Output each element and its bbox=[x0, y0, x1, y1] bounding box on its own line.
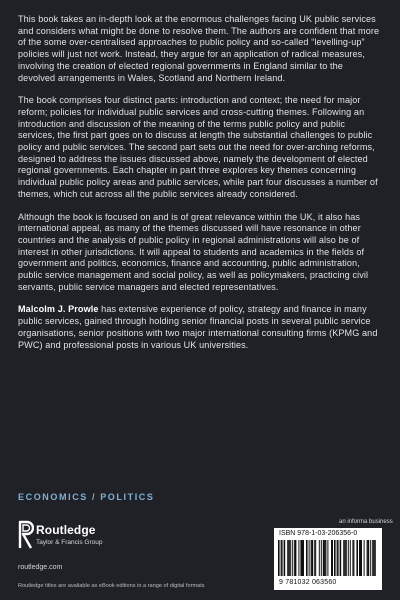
barcode-bar bbox=[288, 540, 289, 576]
author-bio bbox=[18, 304, 382, 351]
barcode-bar bbox=[287, 540, 288, 576]
barcode-bar bbox=[368, 540, 370, 576]
barcode-bar bbox=[361, 540, 362, 576]
barcode-bar bbox=[375, 540, 376, 576]
barcode-bar bbox=[353, 540, 354, 576]
barcode-bar bbox=[311, 540, 312, 576]
barcode-bar bbox=[302, 540, 303, 576]
barcode-bar bbox=[367, 540, 368, 576]
barcode-bar bbox=[340, 540, 342, 576]
barcode-bar bbox=[334, 540, 336, 576]
barcode-bar bbox=[321, 540, 322, 576]
publisher-logo bbox=[18, 520, 138, 555]
barcode-bar bbox=[284, 540, 286, 576]
barcode-bar bbox=[356, 540, 358, 576]
barcode-bar bbox=[344, 540, 345, 576]
barcode-bar bbox=[314, 540, 315, 576]
publisher-url: routledge.com bbox=[18, 564, 63, 571]
barcode-bar bbox=[364, 540, 365, 576]
barcode-bar bbox=[373, 540, 375, 576]
publisher-group: Taylor & Francis Group bbox=[36, 539, 103, 546]
barcode-bar bbox=[292, 540, 293, 576]
barcode-bar bbox=[294, 540, 295, 576]
barcode-bar bbox=[324, 540, 325, 576]
barcode-bar bbox=[298, 540, 299, 576]
blurb-paragraph-2: The book comprises four distinct parts: introduction and context; the need for major reform; policies for individual public services and cross-cutting themes. Following an introduction and discussion of the meaning of the terms public policy and public services, the first part goes on to discuss at length the substantial challenges to public policy and public services. The second part sets out the need for over-arching reforms, designed to address the issues discussed above, namely the development of elected regional governments. Each chapter in part three explores key themes concerning individual public policy areas and public services, while part four discusses a number of themes, which cut across all the public services already considered. bbox=[18, 95, 378, 199]
barcode-bar bbox=[327, 540, 328, 576]
barcode-bar bbox=[325, 540, 326, 576]
barcode-bar bbox=[319, 540, 320, 576]
blurb-paragraph-3: Although the book is focused on and is of great relevance within the UK, it also has international appeal, as many of the themes discussed will have resonance in other countries and the analysis of public policy in regional administrations will also be of interest in other jurisdictions. It will appeal to students and academics in the fields of government and politics, economics, finance and accounting, public administration, public service management and social policy, as well as policymakers, practicing civil servants, public service managers and elected representatives. bbox=[18, 211, 369, 292]
barcode-bar bbox=[295, 540, 297, 576]
barcode-bar bbox=[309, 540, 310, 576]
ean-barcode-icon bbox=[278, 540, 376, 576]
barcode-bar bbox=[289, 540, 291, 576]
barcode-bar bbox=[281, 540, 282, 576]
isbn-text: ISBN 978-1-03-206356-0 bbox=[279, 530, 358, 537]
barcode-bar bbox=[359, 540, 360, 576]
barcode-bar bbox=[348, 540, 349, 576]
barcode-bar bbox=[345, 540, 347, 576]
routledge-r-logo-icon bbox=[18, 520, 34, 550]
barcode-bar bbox=[337, 540, 338, 576]
barcode-bar bbox=[352, 540, 353, 576]
barcode-bar bbox=[278, 540, 280, 576]
barcode-bar bbox=[303, 540, 304, 576]
subject-category: ECONOMICS / POLITICS bbox=[18, 492, 155, 502]
barcode-bar bbox=[300, 540, 302, 576]
barcode-number: 9 781032 063560 bbox=[279, 579, 337, 586]
informa-tag: an informa business bbox=[339, 519, 393, 525]
barcode-bar bbox=[338, 540, 339, 576]
blurb-paragraph-1: This book takes an in-depth look at the enormous challenges facing UK public services and considers what might be done to resolve them. The authors are confident that more of the some over-centralised approaches to public policy and so-called “levelling-up” policies will just not work. Instead, they argue for an application of radical measures, involving the creation of elected regional governments in England similar to the devolved arrangements in Wales, Scotland and Northern Ireland. bbox=[18, 14, 380, 83]
barcode-bar bbox=[350, 540, 351, 576]
ebook-note: Routledge titles are available as eBook editions in a range of digital formats bbox=[18, 583, 205, 589]
barcode-bar bbox=[343, 540, 344, 576]
publisher-name: Routledge bbox=[36, 523, 96, 537]
barcode-bar bbox=[332, 540, 333, 576]
author-bio-text: has extensive experience of policy, strategy and finance in many public services, gained through holding senior financial posts in several public service organisations, senior positions with two major international consulting firms (KPMG and PWC) and professional posts in various UK universities. bbox=[18, 304, 378, 350]
author-name: Malcolm J. Prowle bbox=[18, 304, 99, 315]
barcode-bar bbox=[360, 540, 361, 576]
barcode-bar bbox=[282, 540, 283, 576]
barcode-bar bbox=[372, 540, 373, 576]
barcode-bar bbox=[370, 540, 371, 576]
barcode-bar bbox=[323, 540, 325, 576]
barcode-bar bbox=[315, 540, 316, 576]
barcode-bar bbox=[331, 540, 332, 576]
barcode-bar bbox=[306, 540, 308, 576]
barcode-bar bbox=[312, 540, 314, 576]
